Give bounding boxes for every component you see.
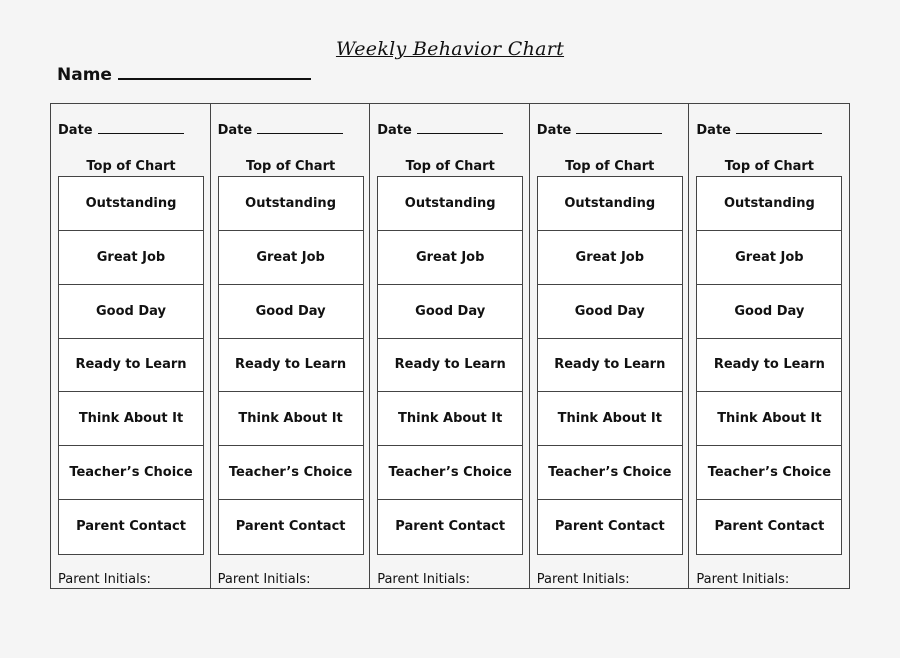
behavior-levels — [537, 176, 683, 555]
behavior-level: Great Job — [378, 231, 522, 285]
chart-title: Weekly Behavior Chart — [335, 38, 565, 60]
behavior-level: Outstanding — [59, 177, 203, 231]
date-underline — [417, 124, 503, 134]
behavior-levels — [58, 176, 204, 555]
top-of-chart-label: Top of Chart — [245, 159, 336, 174]
name-label: Name — [57, 65, 112, 85]
behavior-level: Think About It — [697, 392, 841, 446]
top-of-chart-label: Top of Chart — [405, 159, 495, 174]
behavior-level: Great Job — [538, 231, 682, 285]
parent-initials-label: Parent Initials: — [536, 572, 630, 587]
behavior-level: Ready to Learn — [697, 339, 841, 393]
behavior-level: Teacher’s Choice — [697, 446, 841, 500]
behavior-levels — [377, 176, 523, 555]
behavior-level: Great Job — [697, 231, 841, 285]
behavior-level: Ready to Learn — [538, 339, 682, 393]
top-of-chart-label: Top of Chart — [565, 159, 655, 174]
date-underline — [576, 124, 662, 134]
date-label: Date — [696, 123, 731, 138]
behavior-level: Outstanding — [219, 177, 363, 231]
behavior-level: Parent Contact — [395, 519, 506, 535]
day-column-5 — [689, 104, 849, 588]
behavior-level: Parent Contact — [554, 519, 665, 535]
behavior-level: Teacher’s Choice — [219, 446, 363, 500]
day-column-3 — [370, 104, 530, 588]
parent-initials-label: Parent Initials: — [217, 572, 311, 587]
behavior-level: Outstanding — [697, 177, 841, 231]
date-underline — [257, 124, 343, 134]
day-column-4 — [530, 104, 690, 588]
behavior-level: Teacher’s Choice — [538, 446, 682, 500]
date-label: Date — [217, 123, 253, 138]
behavior-level: Parent Contact — [76, 519, 186, 535]
name-underline — [118, 64, 311, 80]
day-column-1 — [51, 104, 211, 588]
date-underline — [98, 124, 184, 134]
behavior-level: Parent Contact — [714, 519, 825, 535]
behavior-level: Outstanding — [538, 177, 682, 231]
behavior-level: Think About It — [219, 392, 363, 446]
behavior-level: Think About It — [538, 392, 682, 446]
date-label: Date — [377, 123, 412, 138]
behavior-level: Great Job — [219, 231, 363, 285]
behavior-level: Ready to Learn — [378, 339, 522, 393]
behavior-level: Parent Contact — [235, 519, 346, 535]
date-field — [377, 123, 503, 138]
date-field — [218, 123, 344, 138]
behavior-chart-grid — [50, 103, 850, 589]
date-label: Date — [536, 123, 572, 138]
top-of-chart-label: Top of Chart — [724, 159, 814, 174]
behavior-levels — [696, 176, 842, 555]
behavior-level: Good Day — [378, 285, 522, 339]
day-column-2 — [211, 104, 371, 588]
behavior-level: Good Day — [538, 285, 682, 339]
behavior-level: Teacher’s Choice — [378, 446, 522, 500]
behavior-levels — [218, 176, 364, 555]
behavior-level: Good Day — [59, 285, 203, 339]
behavior-level: Think About It — [59, 392, 203, 446]
top-of-chart-label: Top of Chart — [86, 159, 176, 174]
date-field — [58, 123, 184, 138]
behavior-level: Ready to Learn — [219, 339, 363, 393]
date-underline — [736, 124, 822, 134]
parent-initials-label: Parent Initials: — [696, 572, 790, 587]
behavior-level: Good Day — [697, 285, 841, 339]
behavior-level: Outstanding — [378, 177, 522, 231]
behavior-level: Good Day — [219, 285, 363, 339]
parent-initials-label: Parent Initials: — [58, 572, 151, 587]
name-field — [57, 64, 311, 85]
behavior-level: Great Job — [59, 231, 203, 285]
parent-initials-label: Parent Initials: — [377, 572, 471, 587]
behavior-level: Teacher’s Choice — [59, 446, 203, 500]
date-field — [537, 123, 663, 138]
date-field — [696, 123, 822, 138]
date-label: Date — [58, 123, 93, 138]
behavior-level: Ready to Learn — [59, 339, 203, 393]
behavior-level: Think About It — [378, 392, 522, 446]
